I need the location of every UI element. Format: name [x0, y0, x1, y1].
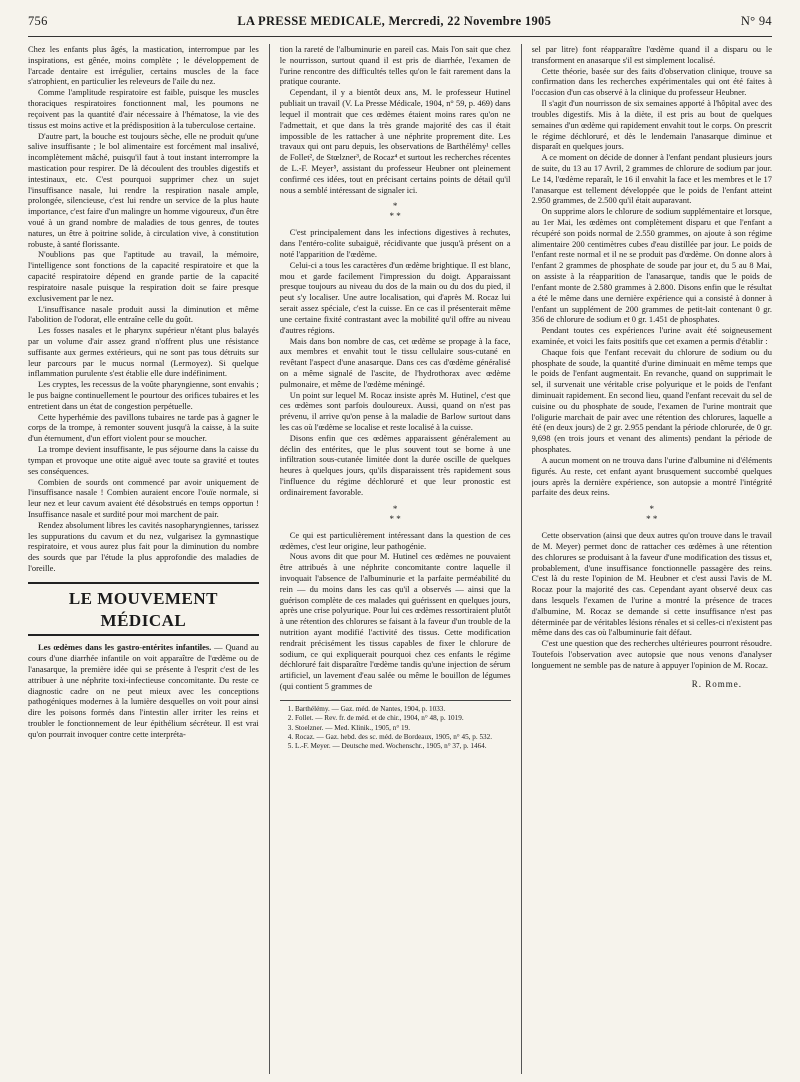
- paragraph: L'insuffisance nasale produit aussi la diminution et même l'abolition de l'odorat, elle entraîne celle du goût.: [28, 303, 259, 325]
- paragraph: Cette théorie, basée sur des faits d'observation clinique, trouve sa confirmation dans les recherches expérimentales qui ont été faites à l'occasion d'un cas observé à la clinique du professeur Heubner.: [531, 65, 772, 98]
- paragraph: Cette observation (ainsi que deux autres qu'on trouve dans le travail de M. Meyer) permet donc de rattacher ces œdèmes à une rétention des chlorures se produisant à la faveur d'une modification des tissus et, probablement, d'une insuffisance fonctionnelle passagère des reins. C'est là du reste l'opinion de M. Heubner et c'est aussi l'avis de M. Rocaz pour la majorité des cas. Cependant ayant observé deux cas dans lesquels l'examen de l'urine a montré la présence de traces d'albumine, M. Rocaz se demande si cette insuffisance n'est pas déterminée par de véritables lésions rénales et si celles-ci n'existent pas même dans des cas où l'albuminurie fait défaut.: [531, 530, 772, 638]
- column-divider: [269, 44, 270, 1074]
- page-number: 756: [28, 14, 48, 28]
- paragraph: Il s'agit d'un nourrisson de six semaines apporté à l'hôpital avec des troubles digestifs. Mis à la diète, il est pris au bout de quelques semaines d'un œdème qui rapidement envahit tout le corps. On prescrit le régime déchloruré, et dès le lendemain l'anasarque diminue et disparaît en quelques jours.: [531, 98, 772, 152]
- footnote: 1. Barthélémy. — Gaz. méd. de Nantes, 1904, p. 1033.: [287, 704, 446, 713]
- paragraph: tion la rareté de l'albuminurie en pareil cas. Mais l'on sait que chez le nourrisson, surtout quand il est pris de diarrhée, l'examen de l'urine rencontre des difficultés telles qu'on le fait rarement dans la pratique courante.: [279, 44, 511, 87]
- section-separator-stars: * * *: [389, 201, 401, 222]
- article-columns: [28, 44, 772, 1074]
- paragraph: Les fosses nasales et le pharynx supérieur n'étant plus balayés par un volume d'air assez grand n'offrent plus une résistance suffisante aux germes extérieurs, qui ne sont pas tous détruits sur leur parcours par le mucus normal (Lermoyez). Si quelque inflammation purulente s'est établie elle dure indéfiniment.: [28, 325, 259, 379]
- footnote: 2. Follet. — Rev. fr. de méd. et de chir., 1904, n° 48, p. 1019.: [287, 714, 464, 723]
- paragraph: Cette hyperhémie des pavillons tubaires ne tarde pas à gagner le corps de la trompe, à remonter souvent jusqu'à la caisse, à la suite d'un éternument, d'un effort violent pour se moucher.: [28, 411, 259, 444]
- author-signature: R. Romme.: [691, 678, 742, 689]
- paragraph: Ce qui est particulièrement intéressant dans la question de ces œdèmes, c'est leur origine, leur pathogénie.: [279, 529, 511, 551]
- paragraph: D'autre part, la bouche est toujours sèche, elle ne produit qu'une salive insuffisante ; le bol alimentaire est forcément mal insalivé, incomplètement mâché, puisqu'il faut à tout instant interrompre la mastication pour respirer. De là découlent des troubles digestifs et intestinaux, etc. C'est pourquoi supprimer chez un sujet l'insuffisance nasale, lui rendre la respiration nasale ample, prolongée, silencieuse, c'est lui rendre un service de la plus haute importance, c'est faire d'un malingre un homme vigoureux, d'un être voué à un grand nombre de maladies de tous genres, de toutes natures, un être à poitrine solide, à circulation vive, à constitution robuste, à santé florissante.: [28, 130, 259, 249]
- paragraph: La trompe devient insuffisante, le pus séjourne dans la caisse du tympan et provoque une otite aiguë avec toute sa gravité et toutes ses conséquences.: [28, 444, 259, 476]
- paragraph: Disons enfin que ces œdèmes apparaissent généralement au déclin des entérites, que le plus souvent tout se borne à une infiltration sous-cutanée limitée dont la durée oscille de quelques heures à quelques jours, qu'ils disparaissent très rapidement sous l'influence du régime déchloruré et que leur pronostic est ordinairement favorable.: [279, 432, 511, 497]
- column-1: [28, 44, 259, 1074]
- paragraph: N'oublions pas que l'aptitude au travail, la mémoire, l'intelligence sont fonctions de la capacité respiratoire et que la capacité respiratoire dépend en grande partie de la capacité respiratoire nasale puisque la respiration doit se faire presque exclusivement par le nez.: [28, 249, 259, 303]
- footnote: 5. L.-F. Meyer. — Deutsche med. Wochenschr., 1905, n° 37, p. 1464.: [287, 742, 487, 751]
- paragraph: Mais dans bon nombre de cas, cet œdème se propage à la face, aux membres et envahit tout le tissu cellulaire sous-cutané en revêtant l'aspect d'une anasarque. Dans ces cas d'œdème généralisé on a même signalé de l'ascite, de l'hydrothorax avec œdème pulmonaire, et même de l'œdème méningé.: [279, 335, 511, 389]
- issue-number: N° 94: [740, 14, 772, 28]
- paragraph: Pendant toutes ces expériences l'urine avait été soigneusement examinée, et voici les faits positifs que cet examen a permis d'établir :: [531, 325, 772, 346]
- footnote: 4. Rocaz. — Gaz. hebd. des sc. méd. de Bordeaux, 1905, n° 45, p. 532.: [287, 732, 493, 741]
- lead-paragraph: [28, 642, 259, 739]
- paragraph: On supprime alors le chlorure de sodium supplémentaire et lorsque, au 1er Mai, les œdèmes ont complètement disparu et que l'enfant a récupéré son poids normal de 2.550 grammes, on ajoute à son régime alimentaire 200 centimètres cubes d'eau distillée par jour. Le poids de l'enfant reste normal et il ne se produit pas d'œdème. On donne alors à l'enfant 2 grammes de phosphate de soude par jour et, du 5 au 8 Mai, on assiste à la réapparition de l'anasarque, tandis que le poids de l'enfant monte de 2.580 grammes à 2.800. Disons enfin que le résultat a été le même dans une dernière expérience qui a consisté à donner à l'enfant un supplément de 200 grammes de petit-lait contenant 0 gr. 356 de chlorure de sodium et 0 gr. 1.451 de phosphates.: [531, 206, 772, 325]
- paragraph: Un point sur lequel M. Rocaz insiste après M. Hutinel, c'est que ces œdèmes sont parfois douloureux. Aussi, quand on n'est pas prévenu, il arrive qu'on pense à la maladie de Barlow surtout dans les cas où l'œdème se localise et reste localisé à la cuisse.: [279, 389, 511, 432]
- paragraph: Comme l'amplitude respiratoire est faible, puisque les muscles thoraciques respiratoires fonctionnent mal, les poumons ne reçoivent pas la quantité d'air nécessaire à l'hématose, la vie des tissus est moins active et la prédisposition à la tuberculose certaine.: [28, 87, 259, 130]
- article-title: Les œdèmes dans les gastro-entérites infantiles.: [38, 642, 212, 653]
- paragraph: Les cryptes, les recessus de la voûte pharyngienne, sont envahis ; le pus baigne continuellement le pourtour des orifices tubaires et les entretient dans un état de congestion perpétuelle.: [28, 379, 259, 411]
- section-title: LE MOUVEMENT MÉDICAL: [28, 582, 259, 637]
- paragraph: Nous avons dit que pour M. Hutinel ces œdèmes ne pouvaient être attribués à une néphrite concomitante contre laquelle il invoquait l'absence de l'albuminurie et la parfaite perméabilité du rein — du moins dans les cas qu'il a observés — ainsi que la guérison complète de ces malades qui guérissent en quelques jours, après une crise polyurique. Pour lui ces œdèmes ressortiraient plutôt à une rétention des chlorures se faisant à la faveur d'un trouble de la nutrition ayant modifié l'activité des tissus. Cette modification rendrait précisément les tissus capables de fixer le chlorure de sodium, ce qui expliquerait pourquoi chez ces enfants le régime déchloruré fait disparaître l'œdème tandis qu'une injection de sérum artificiel, un lavement d'eau salée ou même le bouillon de légumes (qui contient 5 grammes de: [279, 551, 511, 692]
- footnotes: [280, 700, 511, 752]
- footnote: 3. Stoelzner. — Med. Klinik., 1905, n° 19.: [287, 723, 411, 732]
- paragraph: sel par litre) font réapparaître l'œdème quand il a disparu ou le transforment en anasarque s'il est simplement localisé.: [531, 44, 772, 65]
- paragraph: Celui-ci a tous les caractères d'un œdème brightique. Il est blanc, mou et garde facilement l'impression du doigt. Apparaissant presque toujours au niveau du dos de la main ou du dos du pied, il peut s'y localiser. Une autre localisation, qui d'après M. Rocaz lui serait assez spéciale, c'est la cuisse. En ce cas il présenterait même une certaine fixité contrastant avec la mobilité qu'il offre au niveau d'autres régions.: [279, 259, 511, 335]
- column-2: [280, 44, 511, 1074]
- paragraph: Combien de sourds ont commencé par avoir uniquement de l'insuffisance nasale ! Combien auraient encore l'ouïe normale, si leur nez et leur cavum avaient été désobstrués en temps opportun ! Insuffisance nasale et surdité pour moi marchent de pair.: [28, 476, 259, 519]
- paragraph: A aucun moment on ne trouva dans l'urine d'albumine ni d'éléments figurés. Au reste, cet enfant ayant brusquement succombé quelques jours après la dernière expérience, son autopsie a montré l'intégrité parfaite des deux reins.: [531, 454, 772, 498]
- paragraph: C'est principalement dans les infections digestives à rechutes, dans l'entéro-colite subaiguë, récidivante que jusqu'à présent on a noté l'apparition de l'œdème.: [279, 227, 511, 259]
- paragraph: Rendez absolument libres les cavités nasopharyngiennes, tarissez les suppurations du cavum et du nez, vulgarisez la gymnastique respiratoire, et vous aurez plus fait pour la diminution du nombre des sourds que par l'étude la plus approfondie des maladies de l'oreille.: [28, 519, 259, 573]
- paragraph: Cependant, il y a bientôt deux ans, M. le professeur Hutinel publiait un travail (V. La Presse Médicale, 1904, n° 59, p. 469) dans lequel il montrait que ces œdèmes étaient moins rares qu'on ne l'admettait, et que dans la très grande majorité des cas il était impossible de les rattacher à une néphrite proprement dite. Les travaux qui ont paru depuis, les observations de Barthélémy¹ celles de Follet², de Stœlzner³, de Rocaz⁴ et surtout les recherches récentes de L.-F. Meyer⁵, assistant du professeur Heubner ont pleinement confirmé ces idées, tout en précisant certains points de détail qu'il nous a semblé intéressant de signaler ici.: [279, 87, 511, 195]
- paragraph: Chez les enfants plus âgés, la mastication, interrompue par les inspirations, est gênée, moins complète ; le développement de l'arcade dentaire est irrégulier, certains muscles de la face s'atrophient, en particulier les releveurs de l'aile du nez.: [28, 44, 259, 87]
- journal-title: LA PRESSE MEDICALE, Mercredi, 22 Novembre 1905: [237, 14, 552, 28]
- lead-text: — Quand au cours d'une diarrhée infantile on voit apparaître de l'œdème ou de l'anasarque, la première idée qui se présente à l'esprit c'est de les attribuer à une néphrite toxi-infectieuse concomitante. Du reste ce diagnostic cadre on ne peut mieux avec les conceptions pathogéniques modernes à la lumière desquelles on voit pour ainsi dire les poisons formés dans l'intestin aller irriter les reins et troubler le fonctionnement de leur épithélium sécréteur. Il est vrai qu'on pourrait invoquer contre cette interpréta-: [28, 642, 259, 739]
- column-divider: [521, 44, 522, 1074]
- paragraph: A ce moment on décide de donner à l'enfant pendant plusieurs jours de suite, du 13 au 17 Avril, 2 grammes de chlorure de sodium par jour. Le 14, l'œdème reparaît, le 16 il envahit la face et les membres et le 17 l'anasarque est tellement développée que le poids de l'enfant atteint 2.950 grammes, de 2.500 qu'il était auparavant.: [531, 152, 772, 206]
- column-3: [532, 44, 772, 1074]
- section-separator-stars: * * *: [389, 503, 401, 524]
- paragraph: C'est une question que des recherches ultérieures pourront résoudre. Toutefois l'observation avec autopsie que nous venons d'analyser longuement ne semble pas de nature à appuyer l'opinion de M. Rocaz.: [531, 638, 772, 670]
- section-separator-stars: * * *: [646, 504, 658, 525]
- page-header: [28, 14, 772, 37]
- paragraph: Chaque fois que l'enfant recevait du chlorure de sodium ou du phosphate de soude, la quantité d'urine diminuait en même temps que le poids de l'enfant augmentait. En revanche, quand on supprimait le sel, il survenait une véritable crise polyurique et le poids de l'enfant diminuait rapidement. En second lieu, quand l'enfant recevait du sel de cuisine ou du phosphate de soude, l'examen de l'urine montrait que l'oligurie marchait de pair avec une rétention des chlorures, laquelle a été (en deux jours) de 2 gr. 2.955 pendant la période chlorurée, de 0 gr. 9,698 (en trois jours et venant des aliments) pendant la période de phosphates.: [531, 346, 772, 455]
